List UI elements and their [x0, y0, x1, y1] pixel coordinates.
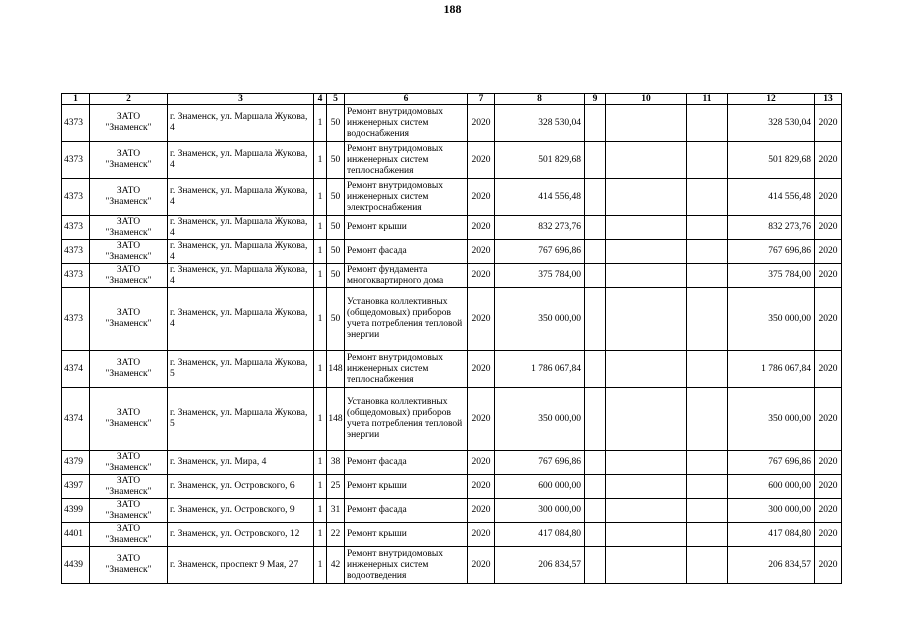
col11-cell: [687, 240, 728, 264]
col9-cell: [585, 216, 606, 240]
total-cost-cell: 767 696,86: [728, 240, 815, 264]
row-id-cell: 4373: [62, 240, 90, 264]
total-cost-cell: 300 000,00: [728, 499, 815, 523]
year-cell: 2020: [468, 179, 495, 216]
col4-cell: 1: [314, 351, 327, 388]
col13-cell: 2020: [815, 547, 842, 584]
cost-cell: 414 556,48: [495, 179, 585, 216]
row-id-cell: 4399: [62, 499, 90, 523]
table-row: [62, 451, 842, 475]
col4-cell: 1: [314, 547, 327, 584]
col13-cell: 2020: [815, 451, 842, 475]
col9-cell: [585, 288, 606, 351]
total-cost-cell: 206 834,57: [728, 547, 815, 584]
col10-cell: [606, 142, 687, 179]
col9-cell: [585, 451, 606, 475]
header-cell: 8: [495, 94, 585, 105]
municipality-cell: ЗАТО "Знаменск": [90, 388, 168, 451]
col4-cell: 1: [314, 142, 327, 179]
col9-cell: [585, 264, 606, 288]
work-type-cell: Ремонт фундамента многоквартирного дома: [345, 264, 468, 288]
col13-cell: 2020: [815, 264, 842, 288]
col13-cell: 2020: [815, 105, 842, 142]
col10-cell: [606, 475, 687, 499]
col5-cell: 50: [327, 216, 345, 240]
cost-cell: 767 696,86: [495, 240, 585, 264]
work-type-cell: Ремонт внутридомовых инженерных систем теплоснабжения: [345, 142, 468, 179]
municipality-cell: ЗАТО "Знаменск": [90, 475, 168, 499]
address-cell: г. Знаменск, ул. Маршала Жукова, 4: [168, 240, 314, 264]
total-cost-cell: 767 696,86: [728, 451, 815, 475]
address-cell: г. Знаменск, ул. Островского, 6: [168, 475, 314, 499]
col10-cell: [606, 451, 687, 475]
col13-cell: 2020: [815, 499, 842, 523]
col4-cell: 1: [314, 264, 327, 288]
col5-cell: 25: [327, 475, 345, 499]
col13-cell: 2020: [815, 216, 842, 240]
col5-cell: 50: [327, 105, 345, 142]
table-row: [62, 351, 842, 388]
municipality-cell: ЗАТО "Знаменск": [90, 142, 168, 179]
capital-repair-table: [61, 93, 842, 584]
header-cell: 10: [606, 94, 687, 105]
municipality-cell: ЗАТО "Знаменск": [90, 451, 168, 475]
col9-cell: [585, 105, 606, 142]
col4-cell: 1: [314, 475, 327, 499]
cost-cell: 417 084,80: [495, 523, 585, 547]
row-id-cell: 4401: [62, 523, 90, 547]
header-cell: 11: [687, 94, 728, 105]
cost-cell: 767 696,86: [495, 451, 585, 475]
col4-cell: 1: [314, 179, 327, 216]
cost-cell: 206 834,57: [495, 547, 585, 584]
col9-cell: [585, 499, 606, 523]
col11-cell: [687, 264, 728, 288]
work-type-cell: Ремонт внутридомовых инженерных систем водоснабжения: [345, 105, 468, 142]
col10-cell: [606, 499, 687, 523]
col10-cell: [606, 264, 687, 288]
municipality-cell: ЗАТО "Знаменск": [90, 240, 168, 264]
header-cell: 3: [168, 94, 314, 105]
table-row: [62, 240, 842, 264]
table-row: [62, 475, 842, 499]
year-cell: 2020: [468, 547, 495, 584]
header-cell: 5: [327, 94, 345, 105]
row-id-cell: 4374: [62, 388, 90, 451]
col13-cell: 2020: [815, 351, 842, 388]
col4-cell: 1: [314, 105, 327, 142]
work-type-cell: Ремонт крыши: [345, 475, 468, 499]
year-cell: 2020: [468, 351, 495, 388]
col5-cell: 148: [327, 388, 345, 451]
total-cost-cell: 600 000,00: [728, 475, 815, 499]
work-type-cell: Ремонт фасада: [345, 499, 468, 523]
work-type-cell: Установка коллективных (общедомовых) приборов учета потребления тепловой энергии: [345, 288, 468, 351]
row-id-cell: 4397: [62, 475, 90, 499]
col13-cell: 2020: [815, 240, 842, 264]
header-cell: 12: [728, 94, 815, 105]
row-id-cell: 4373: [62, 179, 90, 216]
municipality-cell: ЗАТО "Знаменск": [90, 523, 168, 547]
col10-cell: [606, 388, 687, 451]
col9-cell: [585, 351, 606, 388]
work-type-cell: Ремонт фасада: [345, 240, 468, 264]
year-cell: 2020: [468, 216, 495, 240]
col13-cell: 2020: [815, 288, 842, 351]
table-row: [62, 264, 842, 288]
col4-cell: 1: [314, 388, 327, 451]
col13-cell: 2020: [815, 179, 842, 216]
row-id-cell: 4373: [62, 142, 90, 179]
col5-cell: 148: [327, 351, 345, 388]
col5-cell: 50: [327, 288, 345, 351]
col5-cell: 50: [327, 240, 345, 264]
col13-cell: 2020: [815, 142, 842, 179]
municipality-cell: ЗАТО "Знаменск": [90, 499, 168, 523]
cost-cell: 832 273,76: [495, 216, 585, 240]
table-body: [62, 94, 842, 584]
col13-cell: 2020: [815, 475, 842, 499]
total-cost-cell: 375 784,00: [728, 264, 815, 288]
col9-cell: [585, 240, 606, 264]
col4-cell: 1: [314, 240, 327, 264]
municipality-cell: ЗАТО "Знаменск": [90, 105, 168, 142]
municipality-cell: ЗАТО "Знаменск": [90, 288, 168, 351]
cost-cell: 350 000,00: [495, 388, 585, 451]
year-cell: 2020: [468, 105, 495, 142]
work-type-cell: Ремонт внутридомовых инженерных систем теплоснабжения: [345, 351, 468, 388]
table-row: [62, 142, 842, 179]
col11-cell: [687, 216, 728, 240]
cost-cell: 1 786 067,84: [495, 351, 585, 388]
address-cell: г. Знаменск, ул. Островского, 12: [168, 523, 314, 547]
col5-cell: 42: [327, 547, 345, 584]
header-cell: 1: [62, 94, 90, 105]
table-row: [62, 499, 842, 523]
address-cell: г. Знаменск, ул. Мира, 4: [168, 451, 314, 475]
total-cost-cell: 1 786 067,84: [728, 351, 815, 388]
table-row: [62, 105, 842, 142]
header-cell: 13: [815, 94, 842, 105]
row-id-cell: 4373: [62, 288, 90, 351]
municipality-cell: ЗАТО "Знаменск": [90, 547, 168, 584]
work-type-cell: Ремонт крыши: [345, 216, 468, 240]
col10-cell: [606, 523, 687, 547]
col9-cell: [585, 523, 606, 547]
col11-cell: [687, 388, 728, 451]
col9-cell: [585, 547, 606, 584]
row-id-cell: 4439: [62, 547, 90, 584]
address-cell: г. Знаменск, ул. Маршала Жукова, 4: [168, 216, 314, 240]
table-row: [62, 179, 842, 216]
row-id-cell: 4379: [62, 451, 90, 475]
year-cell: 2020: [468, 523, 495, 547]
col5-cell: 50: [327, 142, 345, 179]
address-cell: г. Знаменск, ул. Маршала Жукова, 5: [168, 388, 314, 451]
col9-cell: [585, 179, 606, 216]
col11-cell: [687, 288, 728, 351]
col9-cell: [585, 388, 606, 451]
table-row: [62, 288, 842, 351]
address-cell: г. Знаменск, ул. Маршала Жукова, 4: [168, 179, 314, 216]
col13-cell: 2020: [815, 388, 842, 451]
col13-cell: 2020: [815, 523, 842, 547]
header-cell: 7: [468, 94, 495, 105]
header-cell: 6: [345, 94, 468, 105]
row-id-cell: 4373: [62, 264, 90, 288]
col5-cell: 31: [327, 499, 345, 523]
year-cell: 2020: [468, 240, 495, 264]
header-row: [62, 94, 842, 105]
total-cost-cell: 417 084,80: [728, 523, 815, 547]
cost-cell: 501 829,68: [495, 142, 585, 179]
year-cell: 2020: [468, 475, 495, 499]
address-cell: г. Знаменск, проспект 9 Мая, 27: [168, 547, 314, 584]
col9-cell: [585, 142, 606, 179]
col4-cell: 1: [314, 523, 327, 547]
col10-cell: [606, 240, 687, 264]
col11-cell: [687, 179, 728, 216]
work-type-cell: Ремонт крыши: [345, 523, 468, 547]
table-row: [62, 216, 842, 240]
year-cell: 2020: [468, 499, 495, 523]
table-row: [62, 388, 842, 451]
col10-cell: [606, 216, 687, 240]
col5-cell: 22: [327, 523, 345, 547]
address-cell: г. Знаменск, ул. Маршала Жукова, 4: [168, 105, 314, 142]
total-cost-cell: 328 530,04: [728, 105, 815, 142]
municipality-cell: ЗАТО "Знаменск": [90, 264, 168, 288]
total-cost-cell: 350 000,00: [728, 388, 815, 451]
header-cell: 4: [314, 94, 327, 105]
work-type-cell: Ремонт внутридомовых инженерных систем электроснабжения: [345, 179, 468, 216]
year-cell: 2020: [468, 288, 495, 351]
col11-cell: [687, 547, 728, 584]
col11-cell: [687, 451, 728, 475]
header-cell: 2: [90, 94, 168, 105]
table-row: [62, 547, 842, 584]
address-cell: г. Знаменск, ул. Маршала Жукова, 4: [168, 288, 314, 351]
year-cell: 2020: [468, 388, 495, 451]
year-cell: 2020: [468, 451, 495, 475]
col11-cell: [687, 499, 728, 523]
cost-cell: 375 784,00: [495, 264, 585, 288]
col10-cell: [606, 105, 687, 142]
col10-cell: [606, 351, 687, 388]
total-cost-cell: 832 273,76: [728, 216, 815, 240]
col10-cell: [606, 179, 687, 216]
col10-cell: [606, 547, 687, 584]
address-cell: г. Знаменск, ул. Маршала Жукова, 4: [168, 142, 314, 179]
total-cost-cell: 414 556,48: [728, 179, 815, 216]
address-cell: г. Знаменск, ул. Островского, 9: [168, 499, 314, 523]
row-id-cell: 4374: [62, 351, 90, 388]
cost-cell: 300 000,00: [495, 499, 585, 523]
header-cell: 9: [585, 94, 606, 105]
col4-cell: 1: [314, 288, 327, 351]
col5-cell: 38: [327, 451, 345, 475]
work-type-cell: Ремонт внутридомовых инженерных систем водоотведения: [345, 547, 468, 584]
row-id-cell: 4373: [62, 105, 90, 142]
page-number: 188: [443, 2, 462, 16]
col5-cell: 50: [327, 179, 345, 216]
municipality-cell: ЗАТО "Знаменск": [90, 216, 168, 240]
municipality-cell: ЗАТО "Знаменск": [90, 179, 168, 216]
address-cell: г. Знаменск, ул. Маршала Жукова, 4: [168, 264, 314, 288]
work-type-cell: Установка коллективных (общедомовых) приборов учета потребления тепловой энергии: [345, 388, 468, 451]
col11-cell: [687, 105, 728, 142]
total-cost-cell: 350 000,00: [728, 288, 815, 351]
year-cell: 2020: [468, 264, 495, 288]
col11-cell: [687, 351, 728, 388]
col11-cell: [687, 142, 728, 179]
work-type-cell: Ремонт фасада: [345, 451, 468, 475]
col10-cell: [606, 288, 687, 351]
col11-cell: [687, 475, 728, 499]
cost-cell: 600 000,00: [495, 475, 585, 499]
col5-cell: 50: [327, 264, 345, 288]
col4-cell: 1: [314, 451, 327, 475]
table-row: [62, 523, 842, 547]
col9-cell: [585, 475, 606, 499]
year-cell: 2020: [468, 142, 495, 179]
row-id-cell: 4373: [62, 216, 90, 240]
col11-cell: [687, 523, 728, 547]
col4-cell: 1: [314, 216, 327, 240]
total-cost-cell: 501 829,68: [728, 142, 815, 179]
municipality-cell: ЗАТО "Знаменск": [90, 351, 168, 388]
cost-cell: 350 000,00: [495, 288, 585, 351]
col4-cell: 1: [314, 499, 327, 523]
address-cell: г. Знаменск, ул. Маршала Жукова, 5: [168, 351, 314, 388]
cost-cell: 328 530,04: [495, 105, 585, 142]
